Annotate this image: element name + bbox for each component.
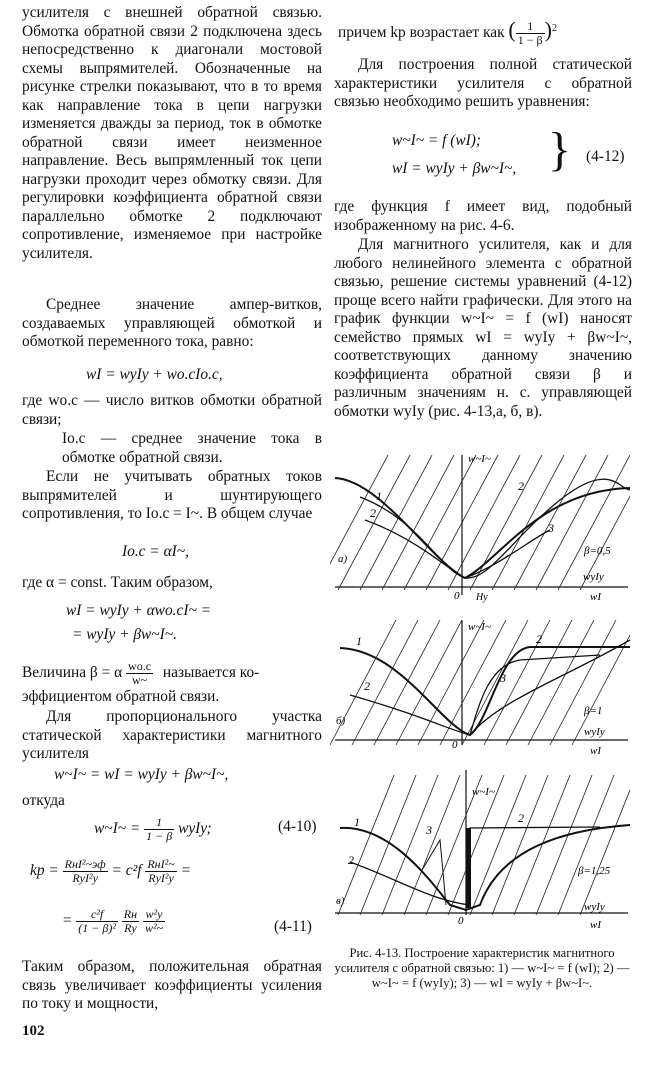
x-label: wуIу [584,901,605,913]
paragraph: Для построения полной статической характеристики усилителя с обратной связью необходимо решить уравнения: [334,56,632,110]
equation-4-11: kp = $\frac{\text{RнI²\textasciitilde{}эф}}{\text{RуI²у}}$ = c²f $\frac{\text{RнI²\textasciitilde{}}}{\text{RуI²у}}$ = [30,857,191,885]
equation-number: (4-12) [586,148,625,165]
equation-number: (4-10) [278,818,317,835]
brace: } [548,123,572,176]
beta-definition: Величина β = α $\frac{wо.с}{w\sim}$ называется ко- [22,659,260,687]
paragraph: где α = const. Таким образом, [22,574,213,591]
x-label: wуIу [583,571,604,583]
panel-c [335,770,636,931]
panel-label: б) [336,715,346,727]
hy-label: Hу [476,592,488,603]
panel-label: в) [336,895,345,907]
y-label: w~I~ [468,453,491,465]
paragraph: Для пропорционального участка статической характеристики магнитного усилителя [22,708,322,762]
curve-2 [350,655,603,735]
origin-label: 0 [454,590,460,602]
origin-label: 0 [452,739,458,751]
equation-4-10: w~I~ = $\frac{1}{1 - \beta}$ wуIу; [94,815,212,843]
x-label: wI [590,745,601,757]
paragraph: Для магнитного усилителя, как и для любого нелинейного элемента с обратной связью, решение системы уравнений (4-12) проще всего найти графически. Для этого на график функции w~I~ = f (wI) наносят семейство прямых wI = wуIу + βw~I~, соответствующих данному значению коэффициента обратной связи β и различным значениям н. с. управляющей обмотки wуIу (рис. 4-13,а, б, в). [334,236,632,420]
x-label: wуIу [584,726,605,738]
equation: w~I~ = wI = wуIу + βw~I~, [54,766,229,783]
curve-label: 2 [370,506,376,520]
figure-caption: Рис. 4-13. Построение характеристик магнитного усилителя с обратной связью: 1) — w~I~ = f (wI); 2) — w~I~ = f (wуIу); 3) — wI = wуIу + βw~I~. [334,946,630,990]
curve-label: 2 [518,811,524,825]
equation: wI = wуIу + βw~I~, [392,160,517,177]
equation-4-11-cont: = $\frac{\text{c²f}}{\text{(1 − β)²}}$ $\frac{Rн}{Rу}$ $\frac{\text{w²у}}{\text{w²\textasciitilde{}}}$ [62,907,164,935]
kp-growth-line: причем kp возрастает как ( $\frac{1}{1 - \beta}$ )$^2$ [338,17,557,48]
definition: где wо.с — число витков обмотки обратной связи; [22,392,322,428]
paragraph: Среднее значение ампер-витков, создаваемых управляющей обмоткой и обмоткой переменного тока, равно: [22,296,322,350]
equation: Iо.с = αI~, [122,543,189,560]
paragraph: откуда [22,792,65,809]
y-label: w~I~ [468,621,491,633]
paragraph: Таким образом, положительная обратная связь увеличивает коэффициенты усиления по току и мощности, [22,958,322,1012]
equation: wI = wуIу + αwо.сI~ = [66,602,212,619]
curve-label: 2 [348,853,354,867]
curve-label: 2 [518,479,524,493]
curve-label: 2 [536,632,542,646]
equation-number: (4-11) [274,918,312,935]
equation: wI = wуIу + wо.сIо.с, [86,366,223,383]
origin-label: 0 [458,915,464,927]
curve-3 [470,640,630,735]
curve-2 [350,827,600,905]
x-label: wI [590,919,601,931]
definition: Iо.с — среднее значение тока в обмотке обратной связи. [62,430,322,466]
paragraph: где функция f имеет вид, подобный изображенному на рис. 4-6. [334,198,632,234]
panel-b [330,620,638,757]
beta-label: β=1 [584,705,603,717]
beta-label: β=0,5 [584,545,611,557]
page-number: 102 [22,1023,45,1039]
beta-label: β=1,25 [578,865,611,877]
curve-label: 1 [356,634,362,648]
x-label: wI [590,591,601,603]
curve-label: 1 [376,489,382,503]
paragraph: Если не учитывать обратных токов выпрямителей и шунтирующего сопротивления, то Iо.с = I~. В общем случае [22,468,322,522]
equation: = wуIу + βw~I~. [72,626,177,643]
curve-label: 2 [364,679,370,693]
jump-line [466,828,471,908]
equation: w~I~ = f (wI); [392,132,482,149]
paragraph: эффициентом обратной связи. [22,688,220,705]
panel-a [316,453,650,603]
y-label: w~I~ [472,786,495,798]
panel-label: а) [338,553,348,565]
curve-label: 3 [500,671,506,685]
curve-label: 1 [354,815,360,829]
paragraph: усилителя с внешней обратной связью. Обмотка обратной связи 2 подключена здесь непосредственно к диагонали мостовой схемы выпрямителей. Обозначенные на рисунке стрелки показывают, что в то время как направление тока в цепи нагрузки изменяется дважды за период, ток в обмотке обратной связи имеет неизменное направление. Весь выпрямленный ток цепи нагрузки проходит через обмотку связи. Для регулировки коэффициента обратной связи параллельно обмотке 2 подключают сопротивление, изменяемое при настройке усилителя. [22,4,322,262]
curve-label: 3 [548,521,554,535]
curve-label: 3 [426,823,432,837]
